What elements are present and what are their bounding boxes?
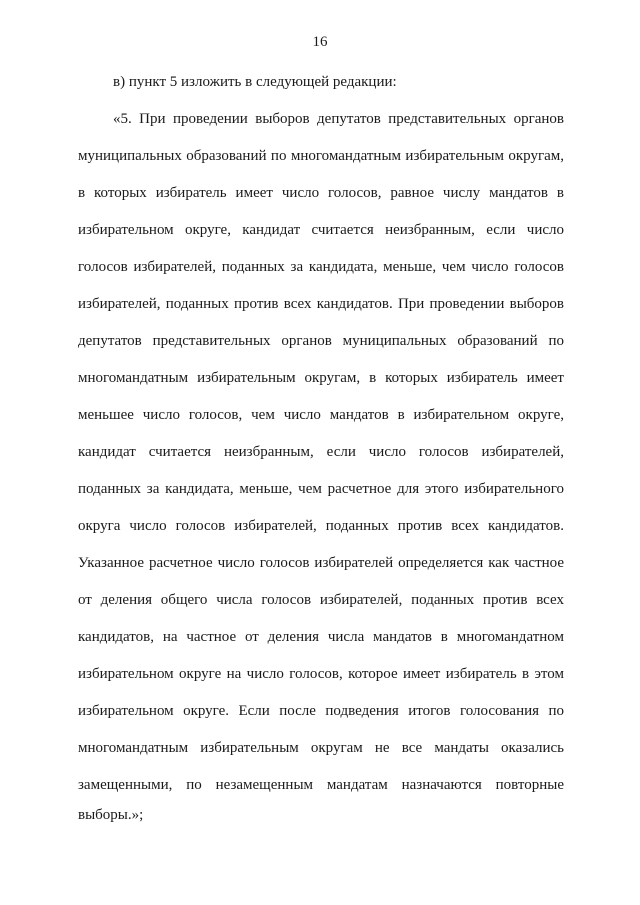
intro-line: в) пункт 5 изложить в следующей редакции: xyxy=(113,74,397,90)
paragraph-line: избирательном округе, кандидат считается неизбранным, если число xyxy=(78,222,564,238)
paragraph-line: депутатов представительных органов муниципальных образований по xyxy=(78,333,564,349)
paragraph-line: избирательном округе на число голосов, которое имеет избиратель в этом xyxy=(78,666,564,682)
paragraph-line: замещенными, по незамещенным мандатам назначаются повторные xyxy=(78,777,564,793)
paragraph-line: муниципальных образований по многомандатным избирательным округам, xyxy=(78,148,564,164)
paragraph-line: Указанное расчетное число голосов избирателей определяется как частное xyxy=(78,555,564,571)
paragraph-line: кандидатов, на частное от деления числа мандатов в многомандатном xyxy=(78,629,564,645)
paragraph-line: «5. При проведении выборов депутатов представительных органов xyxy=(113,111,564,127)
paragraph-line: меньшее число голосов, чем число мандатов в избирательном округе, xyxy=(78,407,564,423)
paragraph-line: поданных за кандидата, меньше, чем расчетное для этого избирательного xyxy=(78,481,564,497)
paragraph-line: выборы.»; xyxy=(78,807,144,823)
paragraph-line: округа число голосов избирателей, поданных против всех кандидатов. xyxy=(78,518,564,534)
paragraph-line: избирательном округе. Если после подведения итогов голосования по xyxy=(78,703,564,719)
paragraph-line: многомандатным избирательным округам не все мандаты оказались xyxy=(78,740,564,756)
paragraph-line: в которых избиратель имеет число голосов, равное числу мандатов в xyxy=(78,185,564,201)
paragraph-line: от деления общего числа голосов избирателей, поданных против всех xyxy=(78,592,564,608)
paragraph-line: голосов избирателей, поданных за кандидата, меньше, чем число голосов xyxy=(78,259,564,275)
page-number: 16 xyxy=(312,34,328,50)
paragraph-line: кандидат считается неизбранным, если число голосов избирателей, xyxy=(78,444,564,460)
paragraph-line: многомандатным избирательным округам, в которых избиратель имеет xyxy=(78,370,564,386)
paragraph-line: избирателей, поданных против всех кандидатов. При проведении выборов xyxy=(78,296,564,312)
